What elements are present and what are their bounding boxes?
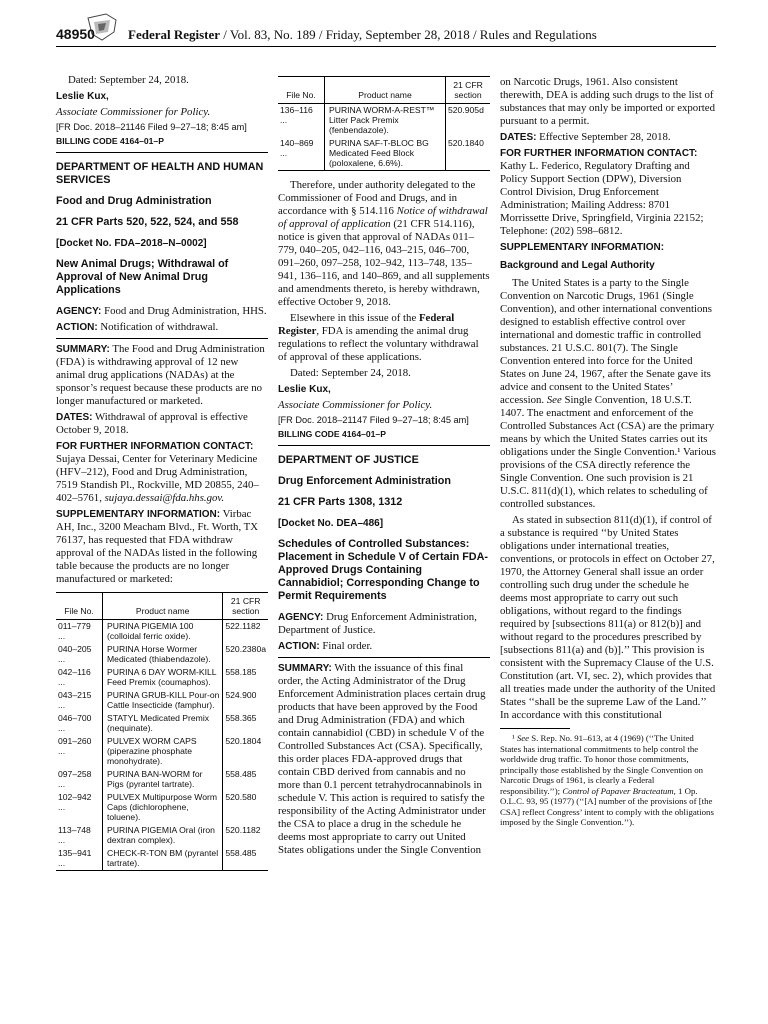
table-row [56, 791, 268, 824]
file-number-cell: 140–869 ... [278, 137, 325, 171]
table-header-section: 21 CFR section [446, 77, 491, 104]
journal-name: Federal Register [128, 27, 221, 42]
cfr-section-cell: 558.185 [223, 666, 268, 689]
product-name-cell: PURINA GRUB-KILL Pour-on Cattle Insecticide (famphur). [103, 689, 223, 712]
table-header-file: File No. [278, 77, 325, 104]
divider [278, 657, 490, 658]
file-number-cell: 097–258 ... [58, 769, 92, 789]
file-number-cell: 136–116 ... [280, 105, 313, 125]
nada-table-part-2 [278, 76, 490, 171]
header-rule [56, 46, 716, 47]
product-name-cell: PULVEX Multipurpose Worm Caps (dichlorophene, toluene). [103, 791, 223, 824]
action-line: ACTION: Final order. [278, 640, 373, 652]
file-number-cell: 135–941 ... [56, 847, 103, 871]
signer-title: Associate Commissioner for Policy. [278, 399, 433, 411]
billing-code: BILLING CODE 4164–01–P [56, 136, 164, 146]
elsewhere-paragraph: Elsewhere in this issue of the Federal Register, FDA is amending the animal drug regulations to reflect the voluntary withdrawal of approval of these applications. [278, 312, 479, 363]
divider [278, 445, 490, 446]
table-header-product: Product name [103, 593, 223, 620]
table-header-section: 21 CFR section [223, 593, 268, 620]
product-name-cell: PURINA PIGEMIA 100 (colloidal ferric oxide). [103, 620, 223, 644]
withdrawal-paragraph: Therefore, under authority delegated to the Commissioner of Food and Drugs, and in accordance with § 514.116 Notice of withdrawal of approval of application (21 CFR 514.116), notice is given that approval of NADAs 011–779, 040–205, 042–116, 043–215, 046–700, 091–260, 097–258, 102–942, 113–748, 135–941, 136–116, and 140–869, and all supplements and amendments thereto, is hereby withdrawn, effective October 9, 2018. [278, 179, 490, 308]
table-row [56, 689, 268, 712]
table-row [56, 712, 268, 735]
background-paragraph-1: The United States is a party to the Single Convention on Narcotic Drugs, 1961 (Single Convention), and other international conventions designed to establish effective control over international and domestic traffic in controlled substances. 21 U.S.C. 801(7). The Single Convention entered into force for the United States on June 24, 1967, after the Senate gave its advice and consent to the United States’ accession. See Single Convention, 18 U.S.T. 1407. The enactment and enforcement of the Controlled Substances Act (CSA) are the primary means by which the United States carries out its obligations under the Single Convention.¹ Various provisions of the CSA directly reference the Single Convention. One such provision is 21 U.S.C. 811(d)(1), which relates to scheduling of controlled substances. [500, 277, 716, 510]
table-header-product: Product name [325, 77, 446, 104]
file-number-cell: 011–779 ... [58, 621, 91, 641]
table-row [56, 735, 268, 768]
dated-line: Dated: September 24, 2018. [290, 367, 411, 379]
file-number-cell: 042–116 ... [58, 667, 91, 687]
file-number-cell: 091–260 ... [58, 736, 92, 756]
summary-paragraph: SUMMARY: With the issuance of this final order, the Acting Administrator of the Drug Enforcement Administration places certain drug products that have been approved by the Food and Drug Administration (FDA) and which contain cannabidiol (CBD) in schedule V of the Controlled Substances Act (CSA). Specifically, this order places FDA-approved drugs that contain CBD derived from cannabis and no more than 0.1 percent tetrahydrocannabinols in schedule V. This action is required to satisfy the responsibility of the Acting Administrator under the CSA to place a drug in the schedule he deems most appropriate to carry out United States obligations under the Single Convention [278, 662, 486, 856]
subagency-heading: Drug Enforcement Administration [278, 475, 451, 487]
fr-doc-line: [FR Doc. 2018–21147 Filed 9–27–18; 8:45 am] [278, 415, 469, 425]
file-number-cell: 102–942 ... [58, 792, 92, 812]
agency-line: AGENCY: Drug Enforcement Administration, Department of Justice. [278, 611, 477, 636]
supplementary-label: SUPPLEMENTARY INFORMATION: [500, 242, 665, 253]
table-row [56, 643, 268, 666]
billing-code: BILLING CODE 4164–01–P [278, 429, 386, 439]
divider [56, 152, 268, 153]
product-name-cell: CHECK-R-TON BM (pyrantel tartrate). [103, 847, 223, 871]
cfr-section-cell: 520.580 [223, 791, 268, 824]
product-name-cell: PURINA Horse Wormer Medicated (thiabendazole). [103, 643, 223, 666]
product-name-cell: PULVEX WORM CAPS (piperazine phosphate monohydrate). [103, 735, 223, 768]
footnote-rule [500, 728, 570, 729]
signer-name: Leslie Kux, [278, 384, 331, 395]
cfr-section-cell: 520.1182 [223, 824, 268, 847]
table-row [56, 847, 268, 871]
dated-line: Dated: September 24, 2018. [68, 74, 189, 86]
cfr-section-cell: 520.905d [446, 104, 491, 138]
subagency-heading: Food and Drug Administration [56, 195, 212, 207]
cfr-section-cell: 558.485 [223, 847, 268, 871]
file-number-cell: 040–205 ... [58, 644, 92, 664]
page-number: 48950 [56, 26, 95, 42]
table-row [56, 768, 268, 791]
cfr-section-cell: 522.1182 [223, 620, 268, 644]
footnote-1: ¹ See S. Rep. No. 91–613, at 4 (1969) (‘‘The United States has international commitments to help control the worldwide drug traffic. To honor those commitments, principally those established by the Single Convention on Narcotic Drugs of 1961, is clearly a Federal responsibility.’’); Control of Papaver Bracteatum, 1 Op. O.L.C. 93, 95 (1977) (‘‘[A] number of the provisions of [the CSA] reflect Congress’ intent to comply with the obligations imposed by the Single Convention.’’). [500, 733, 714, 827]
column-1 [56, 74, 268, 871]
background-paragraph-2: As stated in subsection 811(d)(1), if control of a substance is required ‘‘by United States obligations under international treaties, conventions, or protocols in effect on October 27, 1970, the Attorney General shall issue an order controlling such drug under the schedule he deems most appropriate to carry out such obligations, without regard to the findings required by [subsections 811(a) or 812(b)] and without regard to the procedures prescribed by [subsections 811(a) and (b)].’’ This provision is consistent with the Supremacy Clause of the U.S. Constitution (art. VI, sec. 2), which provides that all treaties made under the authority of the United States ‘‘shall be the supreme Law of the Land.’’ In accordance with this constitutional [500, 514, 716, 721]
docket-number: [Docket No. DEA–486] [278, 518, 384, 529]
department-heading: DEPARTMENT OF JUSTICE [278, 454, 419, 466]
continued-paragraph: on Narcotic Drugs, 1961. Also consistent therewith, DEA is adding such drugs to the list of substances that may only be imported or exported pursuant to a permit. [500, 76, 715, 127]
cfr-section-cell: 558.365 [223, 712, 268, 735]
rule-title: Schedules of Controlled Substances: Placement in Schedule V of Certain FDA-Approved Drugs Containing Cannabidiol; Corresponding Change to Permit Requirements [278, 538, 488, 602]
column-2 [278, 76, 490, 860]
issue-details: / Vol. 83, No. 189 / Friday, September 28, 2018 / Rules and Regulations [220, 27, 597, 42]
summary-paragraph: SUMMARY: The Food and Drug Administration (FDA) is withdrawing approval of 12 new animal drug applications (NADAs) at the sponsor’s request because these products are no longer manufactured or marketed. [56, 343, 265, 407]
table-row [278, 104, 490, 138]
table-row [278, 137, 490, 171]
table-row [56, 824, 268, 847]
file-number-cell: 113–748 ... [58, 825, 91, 845]
cfr-section-cell: 520.2380a [223, 643, 268, 666]
table-header-file: File No. [56, 593, 103, 620]
product-name-cell: PURINA BAN-WORM for Pigs (pyrantel tartrate). [103, 768, 223, 791]
cfr-section-cell: 520.1804 [223, 735, 268, 768]
signer-name: Leslie Kux, [56, 91, 109, 102]
running-header [128, 27, 597, 43]
department-heading: DEPARTMENT OF HEALTH AND HUMAN SERVICES [56, 161, 264, 186]
docket-number: [Docket No. FDA–2018–N–0002] [56, 238, 207, 249]
contact-paragraph: FOR FURTHER INFORMATION CONTACT: Sujaya Dessai, Center for Veterinary Medicine (HFV–212), Food and Drug Administration, 7519 Standish Pl., Rockville, MD 20855, 240–402–5761, sujaya.dessai@fda.hhs.gov. [56, 441, 259, 504]
product-name-cell: PURINA WORM-A-REST™ Litter Pack Premix (fenbendazole). [325, 104, 446, 138]
product-name-cell: PURINA SAF-T-BLOC BG Medicated Feed Block (poloxalene, 6.6%). [325, 137, 446, 171]
cfr-section-cell: 520.1840 [446, 137, 491, 171]
product-name-cell: PURINA 6 DAY WORM-KILL Feed Premix (coumaphos). [103, 666, 223, 689]
divider [56, 338, 268, 339]
supplementary-paragraph: SUPPLEMENTARY INFORMATION: Virbac AH, Inc., 3200 Meacham Blvd., Ft. Worth, TX 76137, has requested that FDA withdraw approval of the NADAs listed in the following table because the products are no longer manufactured or marketed: [56, 508, 259, 585]
contact-email-link[interactable]: sujaya.dessai@fda.hhs.gov. [104, 492, 225, 504]
action-line: ACTION: Notification of withdrawal. [56, 321, 219, 333]
table-row [56, 620, 268, 644]
rule-title: New Animal Drugs; Withdrawal of Approval of New Animal Drug Applications [56, 258, 229, 296]
cfr-parts: 21 CFR Parts 1308, 1312 [278, 496, 403, 508]
signer-title: Associate Commissioner for Policy. [56, 106, 211, 118]
section-heading: Background and Legal Authority [500, 260, 655, 271]
nada-table-part-1 [56, 592, 268, 871]
fr-doc-line: [FR Doc. 2018–21146 Filed 9–27–18; 8:45 am] [56, 122, 247, 132]
table-row [56, 666, 268, 689]
contact-paragraph: FOR FURTHER INFORMATION CONTACT: Kathy L. Federico, Regulatory Drafting and Policy Support Section (DPW), Diversion Control Division, Drug Enforcement Administration; Mailing Address: 8701 Morrissette Drive, Springfield, Virginia 22152; Telephone: (202) 598–6812. [500, 148, 704, 237]
agency-line: AGENCY: Food and Drug Administration, HHS. [56, 305, 267, 317]
file-number-cell: 046–700 ... [58, 713, 92, 733]
cfr-section-cell: 558.485 [223, 768, 268, 791]
dates-paragraph: DATES: Withdrawal of approval is effective October 9, 2018. [56, 411, 248, 436]
dates-paragraph: DATES: Effective September 28, 2018. [500, 131, 671, 143]
cfr-section-cell: 524.900 [223, 689, 268, 712]
product-name-cell: STATYL Medicated Premix (nequinate). [103, 712, 223, 735]
product-name-cell: PURINA PIGEMIA Oral (iron dextran complex). [103, 824, 223, 847]
column-3 [500, 76, 716, 831]
file-number-cell: 043–215 ... [58, 690, 92, 710]
cfr-parts: 21 CFR Parts 520, 522, 524, and 558 [56, 216, 239, 228]
